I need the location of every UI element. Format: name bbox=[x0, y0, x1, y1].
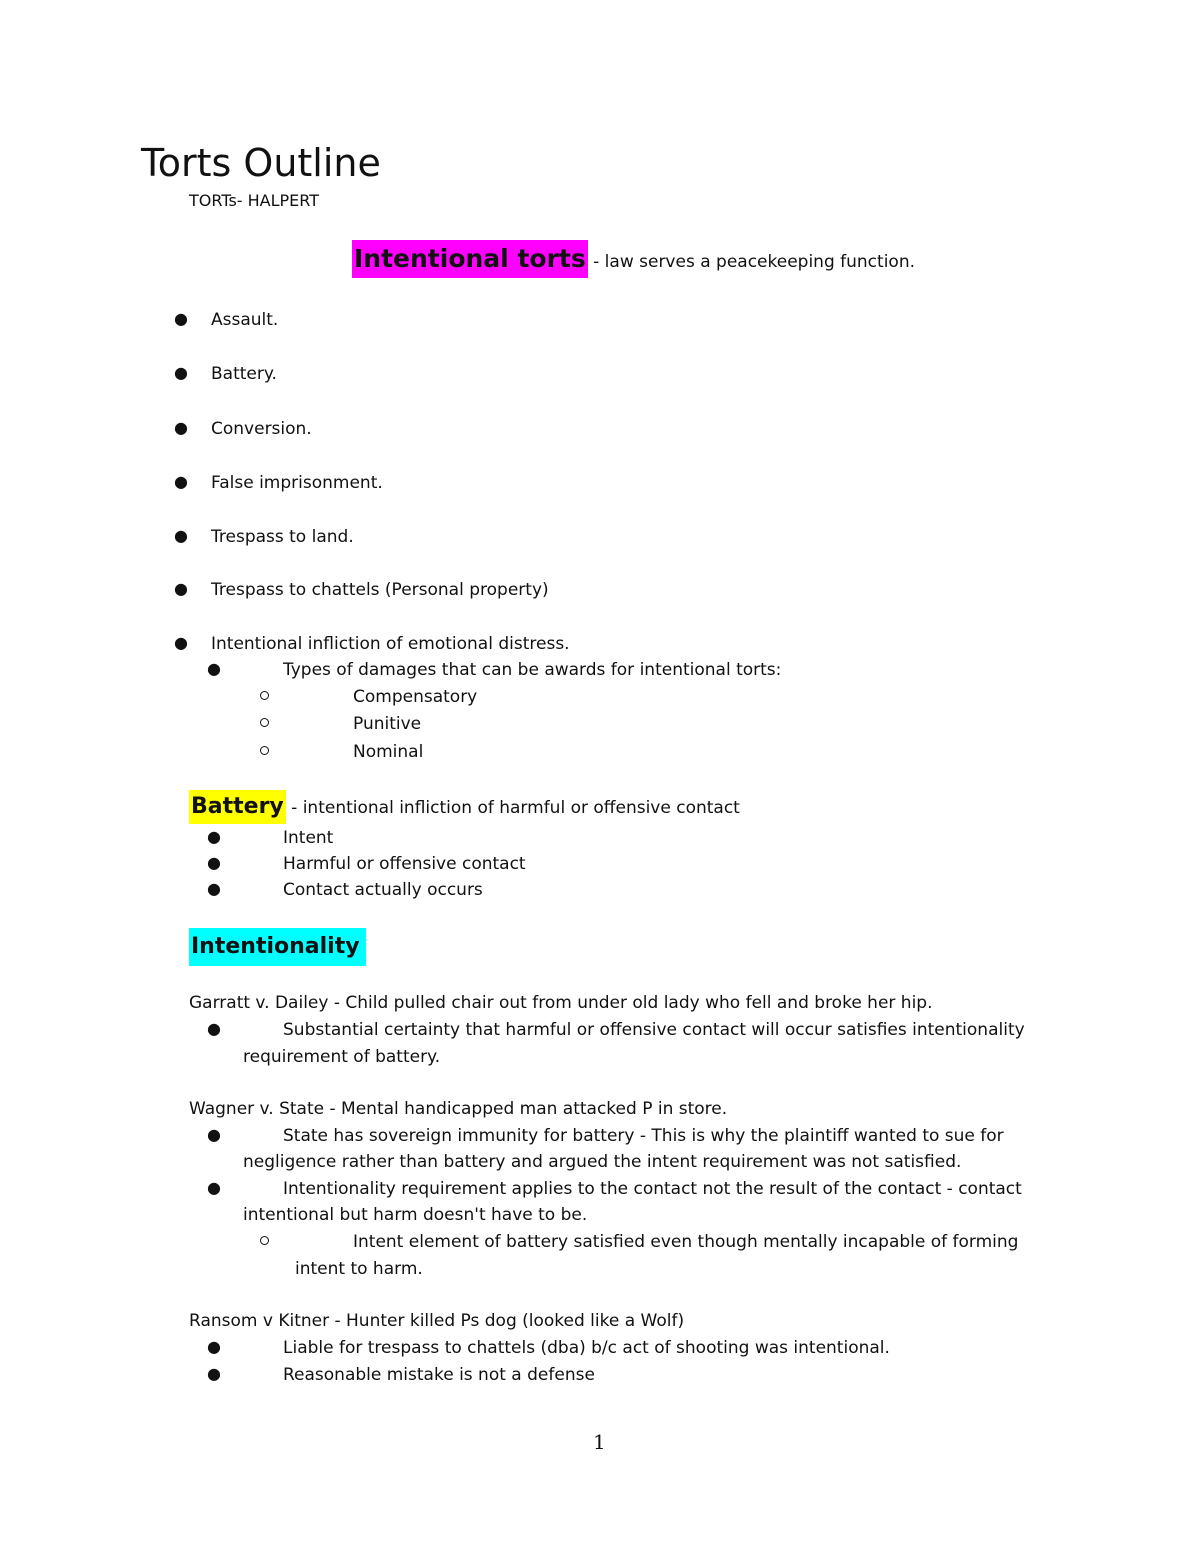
page-title: Torts Outline bbox=[141, 141, 381, 185]
page-subtitle: TORTs- HALPERT bbox=[189, 191, 320, 210]
bullet-icon: ● bbox=[207, 1364, 221, 1383]
bullet-icon: ● bbox=[207, 879, 221, 898]
list-item: Conversion. bbox=[211, 419, 312, 439]
bullet-icon: ● bbox=[207, 1019, 221, 1038]
case-subpoint: Intent element of battery satisfied even though mentally incapable of forming bbox=[353, 1232, 1019, 1252]
intentional-torts-heading: Intentional torts bbox=[352, 240, 588, 278]
case-title: Ransom v Kitner - Hunter killed Ps dog (looked like a Wolf) bbox=[189, 1311, 685, 1331]
list-item: Intentional infliction of emotional distress. bbox=[211, 634, 570, 654]
page-number: 1 bbox=[593, 1430, 606, 1454]
bullet-icon: ● bbox=[207, 827, 221, 846]
case-title: Wagner v. State - Mental handicapped man attacked P in store. bbox=[189, 1099, 728, 1119]
list-item: Battery. bbox=[211, 364, 277, 384]
list-item: False imprisonment. bbox=[211, 473, 383, 493]
damages-label: Types of damages that can be awards for intentional torts: bbox=[283, 660, 782, 680]
bullet-icon: ● bbox=[207, 1178, 221, 1197]
bullet-icon: ● bbox=[174, 633, 188, 652]
circle-bullet-icon bbox=[260, 746, 269, 755]
list-item: Assault. bbox=[211, 310, 279, 330]
bullet-icon: ● bbox=[207, 1125, 221, 1144]
list-item: Intent bbox=[283, 828, 334, 848]
bullet-icon: ● bbox=[207, 659, 221, 678]
circle-bullet-icon bbox=[260, 718, 269, 727]
case-subpoint-continued: intent to harm. bbox=[295, 1259, 423, 1279]
damages-item: Nominal bbox=[353, 742, 424, 762]
list-item: Trespass to chattels (Personal property) bbox=[211, 580, 549, 600]
bullet-icon: ● bbox=[174, 418, 188, 437]
intentionality-heading-line bbox=[189, 928, 366, 966]
bullet-icon: ● bbox=[207, 853, 221, 872]
bullet-icon: ● bbox=[174, 526, 188, 545]
circle-bullet-icon bbox=[260, 1236, 269, 1245]
case-point: Intentionality requirement applies to the contact not the result of the contact - contact bbox=[283, 1179, 1022, 1199]
intentional-torts-description: - law serves a peacekeeping function. bbox=[587, 252, 915, 272]
bullet-icon: ● bbox=[174, 363, 188, 382]
list-item: Trespass to land. bbox=[211, 527, 354, 547]
list-item: Harmful or offensive contact bbox=[283, 854, 526, 874]
intentionality-heading: Intentionality bbox=[189, 928, 366, 966]
battery-heading-line bbox=[189, 790, 740, 824]
circle-bullet-icon bbox=[260, 691, 269, 700]
battery-heading: Battery bbox=[189, 790, 286, 824]
damages-item: Compensatory bbox=[353, 687, 478, 707]
case-point: Reasonable mistake is not a defense bbox=[283, 1365, 595, 1385]
bullet-icon: ● bbox=[174, 579, 188, 598]
list-item: Contact actually occurs bbox=[283, 880, 483, 900]
case-point: Substantial certainty that harmful or offensive contact will occur satisfies intentionality bbox=[283, 1020, 1025, 1040]
case-point: Liable for trespass to chattels (dba) b/c act of shooting was intentional. bbox=[283, 1338, 890, 1358]
damages-item: Punitive bbox=[353, 714, 422, 734]
bullet-icon: ● bbox=[207, 1337, 221, 1356]
case-point-continued: requirement of battery. bbox=[243, 1047, 441, 1067]
case-point-continued: negligence rather than battery and argued the intent requirement was not satisfied. bbox=[243, 1152, 962, 1172]
intentional-torts-heading-line bbox=[352, 240, 915, 280]
case-point-continued: intentional but harm doesn't have to be. bbox=[243, 1205, 588, 1225]
bullet-icon: ● bbox=[174, 472, 188, 491]
battery-description: - intentional infliction of harmful or offensive contact bbox=[285, 798, 740, 818]
case-title: Garratt v. Dailey - Child pulled chair out from under old lady who fell and broke her hip. bbox=[189, 993, 933, 1013]
bullet-icon: ● bbox=[174, 309, 188, 328]
case-point: State has sovereign immunity for battery - This is why the plaintiff wanted to sue for bbox=[283, 1126, 1004, 1146]
